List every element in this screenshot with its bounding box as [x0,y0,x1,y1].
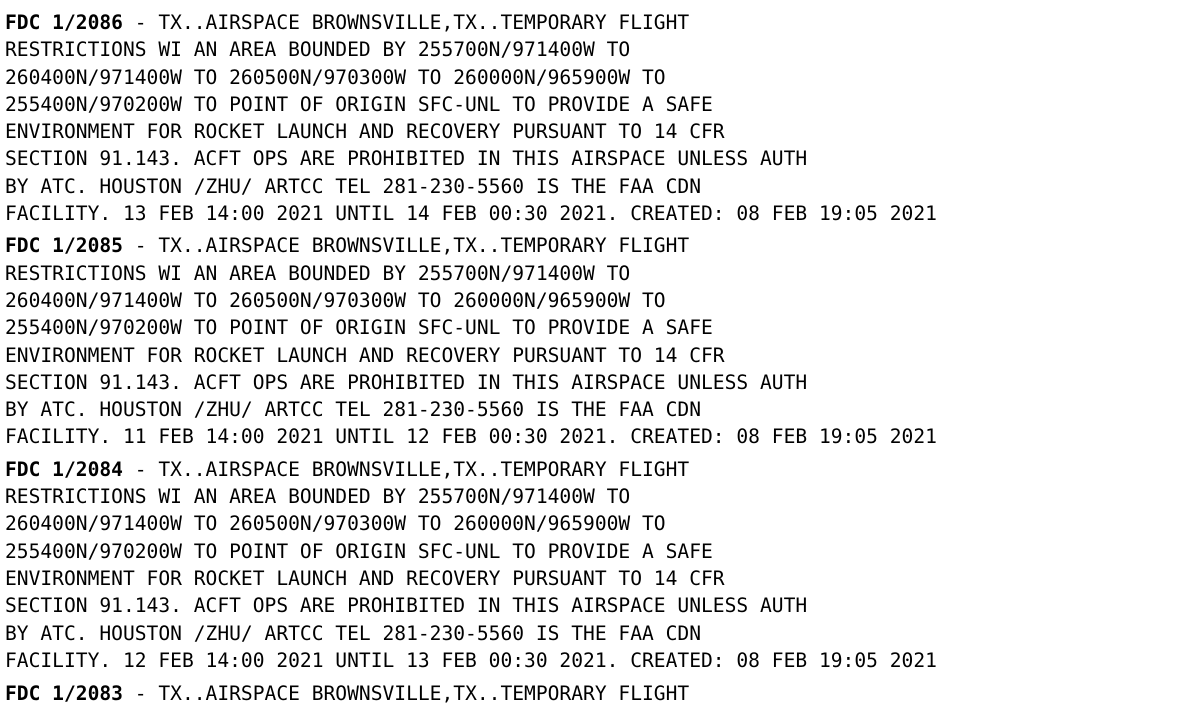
notam-text-line: BY ATC. HOUSTON /ZHU/ ARTCC TEL 281-230-5560 IS THE FAA CDN [5,621,701,645]
notam-header-text: - TX..AIRSPACE BROWNSVILLE,TX..TEMPORARY FLIGHT [122,234,690,258]
notam-header-text: - TX..AIRSPACE BROWNSVILLE,TX..TEMPORARY FLIGHT [122,457,690,481]
notam-text-line: 255400N/970200W TO POINT OF ORIGIN SFC-UNL TO PROVIDE A SAFE [5,92,713,116]
notam-text-line: 260400N/971400W TO 260500N/970300W TO 260000N/965900W TO [5,288,666,312]
notam-text-line: SECTION 91.143. ACFT OPS ARE PROHIBITED IN THIS AIRSPACE UNLESS AUTH [5,594,808,618]
notam-text-line: ENVIRONMENT FOR ROCKET LAUNCH AND RECOVERY PURSUANT TO 14 CFR [5,566,725,590]
notam-text-line: 260400N/971400W TO 260500N/970300W TO 260000N/965900W TO [5,65,666,89]
notam-effective-line: FACILITY. 12 FEB 14:00 2021 UNTIL 13 FEB 00:30 2021. CREATED: 08 FEB 19:05 2021 [5,648,937,672]
notam-text-line: ENVIRONMENT FOR ROCKET LAUNCH AND RECOVERY PURSUANT TO 14 CFR [5,120,725,144]
notam-id: FDC 1/2084 [5,457,123,481]
notam-text-line: ENVIRONMENT FOR ROCKET LAUNCH AND RECOVERY PURSUANT TO 14 CFR [5,343,725,367]
notam-header-line [5,9,1200,36]
notam-text-line: BY ATC. HOUSTON /ZHU/ ARTCC TEL 281-230-5560 IS THE FAA CDN [5,174,701,198]
notam-header-line [5,232,1200,259]
notam-id: FDC 1/2085 [5,234,123,258]
notam-effective-line: FACILITY. 11 FEB 14:00 2021 UNTIL 12 FEB 00:30 2021. CREATED: 08 FEB 19:05 2021 [5,425,937,449]
notam-text-line: 260400N/971400W TO 260500N/970300W TO 260000N/965900W TO [5,512,666,536]
notam-entry [5,9,1200,227]
notam-text-line: RESTRICTIONS WI AN AREA BOUNDED BY 255700N/971400W TO [5,485,631,509]
notam-header-line [5,456,1200,483]
notam-list [5,9,1200,674]
notam-entry [5,232,1200,450]
notam-header-text: - TX..AIRSPACE BROWNSVILLE,TX..TEMPORARY FLIGHT [122,11,690,34]
notam-text-line: RESTRICTIONS WI AN AREA BOUNDED BY 255700N/971400W TO [5,38,631,62]
notam-text-line: RESTRICTIONS WI AN AREA BOUNDED BY 255700N/971400W TO [5,261,631,285]
notam-header-text: - TX..AIRSPACE BROWNSVILLE,TX..TEMPORARY FLIGHT [122,682,690,705]
notam-effective-line: FACILITY. 13 FEB 14:00 2021 UNTIL 14 FEB 00:30 2021. CREATED: 08 FEB 19:05 2021 [5,202,937,226]
notam-entry [5,456,1200,674]
notam-text-line: SECTION 91.143. ACFT OPS ARE PROHIBITED IN THIS AIRSPACE UNLESS AUTH [5,370,808,394]
notam-id: FDC 1/2083 [5,682,123,705]
notam-text-line: 255400N/970200W TO POINT OF ORIGIN SFC-UNL TO PROVIDE A SAFE [5,539,713,563]
notam-id: FDC 1/2086 [5,11,123,34]
notam-text-line: 255400N/970200W TO POINT OF ORIGIN SFC-UNL TO PROVIDE A SAFE [5,316,713,340]
notam-text-line: BY ATC. HOUSTON /ZHU/ ARTCC TEL 281-230-5560 IS THE FAA CDN [5,398,701,422]
notam-text-line: SECTION 91.143. ACFT OPS ARE PROHIBITED IN THIS AIRSPACE UNLESS AUTH [5,147,808,171]
